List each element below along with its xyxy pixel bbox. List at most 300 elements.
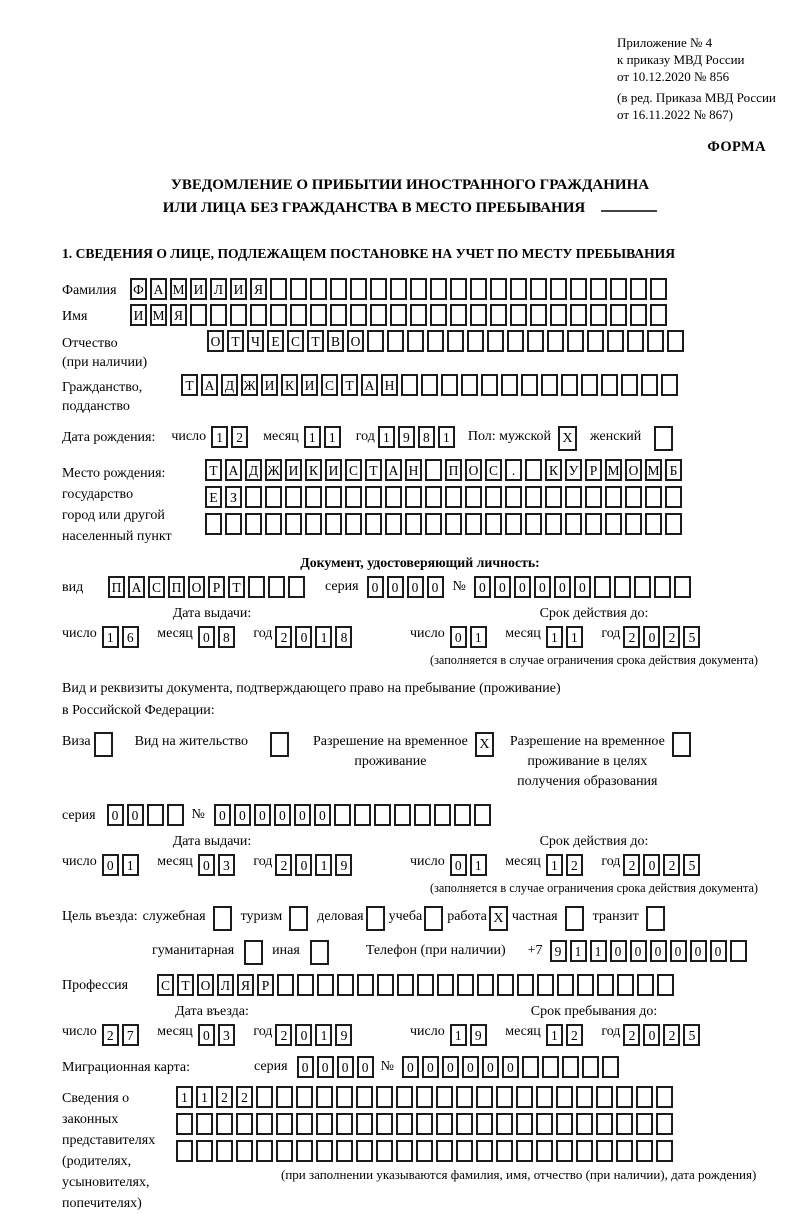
purpose-transit-checkbox[interactable] [646, 906, 665, 931]
char-box[interactable]: 0 [630, 940, 647, 962]
char-box[interactable] [596, 1113, 613, 1135]
char-box[interactable] [414, 804, 431, 826]
char-box[interactable] [597, 974, 614, 996]
char-box[interactable] [350, 304, 367, 326]
char-box[interactable] [630, 278, 647, 300]
char-box[interactable] [387, 330, 404, 352]
char-box[interactable] [316, 1140, 333, 1162]
char-box[interactable] [521, 374, 538, 396]
char-box[interactable] [576, 1086, 593, 1108]
char-box[interactable] [445, 513, 462, 535]
char-box[interactable] [607, 330, 624, 352]
migration-series-input[interactable] [297, 1056, 377, 1078]
char-box[interactable] [396, 1086, 413, 1108]
char-box[interactable]: 7 [122, 1024, 139, 1046]
char-box[interactable] [481, 374, 498, 396]
char-box[interactable]: К [545, 459, 562, 481]
char-box[interactable] [656, 1113, 673, 1135]
char-box[interactable]: 1 [315, 1024, 332, 1046]
char-box[interactable] [416, 1086, 433, 1108]
char-box[interactable]: 0 [198, 626, 215, 648]
char-box[interactable] [454, 804, 471, 826]
char-box[interactable] [447, 330, 464, 352]
char-box[interactable] [248, 576, 265, 598]
char-box[interactable] [350, 278, 367, 300]
entry-month-input[interactable] [198, 1024, 238, 1043]
char-box[interactable]: 0 [102, 854, 119, 876]
char-box[interactable]: 8 [418, 426, 435, 448]
char-box[interactable]: 1 [470, 854, 487, 876]
valid-day-input[interactable] [450, 626, 490, 645]
char-box[interactable] [650, 278, 667, 300]
char-box[interactable] [457, 974, 474, 996]
char-box[interactable] [665, 513, 682, 535]
char-box[interactable]: 0 [367, 576, 384, 598]
char-box[interactable] [296, 1140, 313, 1162]
char-box[interactable] [236, 1113, 253, 1135]
char-box[interactable] [616, 1140, 633, 1162]
doc-kind-input[interactable] [108, 576, 308, 598]
issue-month-input[interactable] [198, 626, 238, 645]
char-box[interactable] [522, 1056, 539, 1078]
char-box[interactable] [425, 513, 442, 535]
char-box[interactable] [436, 1140, 453, 1162]
char-box[interactable]: А [225, 459, 242, 481]
char-box[interactable] [410, 304, 427, 326]
char-box[interactable] [210, 304, 227, 326]
char-box[interactable]: 5 [683, 1024, 700, 1046]
char-box[interactable]: 0 [295, 626, 312, 648]
char-box[interactable] [336, 1113, 353, 1135]
char-box[interactable]: 2 [566, 854, 583, 876]
char-box[interactable]: Р [208, 576, 225, 598]
char-box[interactable] [545, 513, 562, 535]
char-box[interactable] [397, 974, 414, 996]
char-box[interactable] [576, 1113, 593, 1135]
char-box[interactable]: 2 [275, 626, 292, 648]
char-box[interactable] [527, 330, 544, 352]
char-box[interactable]: П [108, 576, 125, 598]
char-box[interactable] [407, 330, 424, 352]
char-box[interactable] [317, 974, 334, 996]
char-box[interactable] [356, 1113, 373, 1135]
char-box[interactable] [610, 278, 627, 300]
sex-female-checkbox[interactable] [654, 426, 673, 451]
char-box[interactable]: Я [250, 278, 267, 300]
char-box[interactable] [345, 486, 362, 508]
char-box[interactable] [627, 330, 644, 352]
char-box[interactable]: 0 [295, 854, 312, 876]
char-box[interactable] [510, 278, 527, 300]
char-box[interactable] [297, 974, 314, 996]
char-box[interactable] [316, 1113, 333, 1135]
char-box[interactable] [605, 486, 622, 508]
char-box[interactable] [276, 1113, 293, 1135]
char-box[interactable] [730, 940, 747, 962]
char-box[interactable] [550, 304, 567, 326]
char-box[interactable] [230, 304, 247, 326]
char-box[interactable] [497, 974, 514, 996]
char-box[interactable] [330, 304, 347, 326]
char-box[interactable] [436, 1113, 453, 1135]
char-box[interactable] [176, 1140, 193, 1162]
char-box[interactable] [637, 974, 654, 996]
entry-year-input[interactable] [275, 1024, 355, 1043]
char-box[interactable] [245, 513, 262, 535]
char-box[interactable] [345, 513, 362, 535]
char-box[interactable] [365, 486, 382, 508]
char-box[interactable] [376, 1140, 393, 1162]
entry-day-input[interactable] [102, 1024, 142, 1043]
char-box[interactable]: 0 [610, 940, 627, 962]
char-box[interactable] [590, 304, 607, 326]
char-box[interactable] [450, 278, 467, 300]
char-box[interactable] [557, 974, 574, 996]
char-box[interactable] [405, 513, 422, 535]
char-box[interactable]: У [565, 459, 582, 481]
char-box[interactable] [336, 1086, 353, 1108]
char-box[interactable]: 2 [236, 1086, 253, 1108]
char-box[interactable] [285, 513, 302, 535]
char-box[interactable] [296, 1113, 313, 1135]
char-box[interactable]: 0 [234, 804, 251, 826]
birth-place-line1[interactable] [205, 459, 685, 481]
char-box[interactable]: Т [181, 374, 198, 396]
char-box[interactable] [562, 1056, 579, 1078]
purpose-private-checkbox[interactable] [565, 906, 584, 931]
char-box[interactable]: 0 [643, 854, 660, 876]
char-box[interactable]: 9 [550, 940, 567, 962]
char-box[interactable] [405, 486, 422, 508]
char-box[interactable]: И [301, 374, 318, 396]
purpose-business-checkbox[interactable] [366, 906, 385, 931]
residence-number-input[interactable] [214, 804, 494, 826]
char-box[interactable]: 2 [231, 426, 248, 448]
birth-month-input[interactable] [304, 426, 344, 448]
char-box[interactable]: Я [170, 304, 187, 326]
char-box[interactable]: З [225, 486, 242, 508]
char-box[interactable]: . [505, 459, 522, 481]
char-box[interactable] [656, 1086, 673, 1108]
char-box[interactable] [525, 486, 542, 508]
char-box[interactable]: 0 [670, 940, 687, 962]
char-box[interactable]: 1 [378, 426, 395, 448]
char-box[interactable] [390, 304, 407, 326]
char-box[interactable] [530, 278, 547, 300]
char-box[interactable] [310, 304, 327, 326]
char-box[interactable]: 0 [534, 576, 551, 598]
char-box[interactable] [190, 304, 207, 326]
char-box[interactable] [268, 576, 285, 598]
char-box[interactable]: 0 [297, 1056, 314, 1078]
char-box[interactable]: Л [217, 974, 234, 996]
char-box[interactable]: 1 [470, 626, 487, 648]
char-box[interactable]: 2 [663, 1024, 680, 1046]
visa-checkbox[interactable] [94, 732, 113, 757]
char-box[interactable] [581, 374, 598, 396]
char-box[interactable]: Я [237, 974, 254, 996]
char-box[interactable] [325, 513, 342, 535]
char-box[interactable]: 1 [196, 1086, 213, 1108]
char-box[interactable] [496, 1140, 513, 1162]
char-box[interactable] [374, 804, 391, 826]
residence-permit-checkbox[interactable] [270, 732, 289, 757]
char-box[interactable]: Т [205, 459, 222, 481]
char-box[interactable] [330, 278, 347, 300]
char-box[interactable] [616, 1113, 633, 1135]
char-box[interactable] [570, 278, 587, 300]
char-box[interactable]: 1 [211, 426, 228, 448]
char-box[interactable]: 2 [275, 854, 292, 876]
char-box[interactable] [427, 330, 444, 352]
char-box[interactable] [385, 513, 402, 535]
char-box[interactable] [602, 1056, 619, 1078]
issue-year-input[interactable] [275, 626, 355, 645]
char-box[interactable] [196, 1140, 213, 1162]
char-box[interactable] [425, 486, 442, 508]
char-box[interactable]: О [465, 459, 482, 481]
char-box[interactable] [487, 330, 504, 352]
char-box[interactable] [456, 1086, 473, 1108]
char-box[interactable] [621, 374, 638, 396]
char-box[interactable] [296, 1086, 313, 1108]
valid-year-input[interactable] [623, 854, 703, 873]
profession-input[interactable] [157, 974, 677, 996]
char-box[interactable] [590, 278, 607, 300]
char-box[interactable]: 1 [176, 1086, 193, 1108]
char-box[interactable]: И [130, 304, 147, 326]
char-box[interactable]: 0 [643, 626, 660, 648]
issue-year-input[interactable] [275, 854, 355, 873]
char-box[interactable] [276, 1140, 293, 1162]
char-box[interactable]: Т [227, 330, 244, 352]
purpose-humanitarian-checkbox[interactable] [244, 940, 263, 965]
char-box[interactable] [456, 1140, 473, 1162]
char-box[interactable] [650, 304, 667, 326]
char-box[interactable]: 5 [683, 626, 700, 648]
char-box[interactable] [334, 804, 351, 826]
stay-month-input[interactable] [546, 1024, 586, 1043]
char-box[interactable] [216, 1113, 233, 1135]
char-box[interactable] [636, 1086, 653, 1108]
char-box[interactable]: А [361, 374, 378, 396]
char-box[interactable] [277, 974, 294, 996]
char-box[interactable]: Н [405, 459, 422, 481]
char-box[interactable] [477, 974, 494, 996]
char-box[interactable] [205, 513, 222, 535]
char-box[interactable] [641, 374, 658, 396]
edu-permit-checkbox[interactable] [672, 732, 691, 757]
char-box[interactable]: 0 [554, 576, 571, 598]
char-box[interactable] [421, 374, 438, 396]
char-box[interactable] [485, 513, 502, 535]
char-box[interactable] [265, 486, 282, 508]
char-box[interactable] [596, 1086, 613, 1108]
char-box[interactable]: И [285, 459, 302, 481]
char-box[interactable]: 2 [566, 1024, 583, 1046]
char-box[interactable] [434, 804, 451, 826]
char-box[interactable] [396, 1113, 413, 1135]
char-box[interactable]: 0 [294, 804, 311, 826]
char-box[interactable] [517, 974, 534, 996]
valid-month-input[interactable] [546, 854, 586, 873]
char-box[interactable] [461, 374, 478, 396]
char-box[interactable]: И [190, 278, 207, 300]
char-box[interactable] [585, 513, 602, 535]
char-box[interactable]: 8 [335, 626, 352, 648]
char-box[interactable] [656, 1140, 673, 1162]
char-box[interactable]: М [150, 304, 167, 326]
char-box[interactable] [367, 330, 384, 352]
char-box[interactable]: 2 [623, 854, 640, 876]
char-box[interactable]: С [157, 974, 174, 996]
char-box[interactable]: 9 [470, 1024, 487, 1046]
char-box[interactable] [674, 576, 691, 598]
char-box[interactable] [417, 974, 434, 996]
char-box[interactable]: 0 [450, 854, 467, 876]
char-box[interactable]: 0 [127, 804, 144, 826]
char-box[interactable]: Т [177, 974, 194, 996]
char-box[interactable] [645, 486, 662, 508]
issue-month-input[interactable] [198, 854, 238, 873]
char-box[interactable]: 1 [546, 1024, 563, 1046]
char-box[interactable] [416, 1140, 433, 1162]
char-box[interactable]: Ж [265, 459, 282, 481]
birth-place-line2[interactable] [205, 486, 685, 508]
char-box[interactable]: 1 [566, 626, 583, 648]
char-box[interactable]: Р [257, 974, 274, 996]
char-box[interactable]: П [445, 459, 462, 481]
char-box[interactable] [310, 278, 327, 300]
issue-day-input[interactable] [102, 854, 142, 873]
char-box[interactable]: М [170, 278, 187, 300]
char-box[interactable]: 1 [324, 426, 341, 448]
char-box[interactable] [354, 804, 371, 826]
char-box[interactable] [467, 330, 484, 352]
char-box[interactable] [430, 304, 447, 326]
char-box[interactable] [654, 576, 671, 598]
char-box[interactable]: 0 [474, 576, 491, 598]
char-box[interactable] [565, 486, 582, 508]
char-box[interactable]: 6 [122, 626, 139, 648]
char-box[interactable] [617, 974, 634, 996]
char-box[interactable] [357, 974, 374, 996]
char-box[interactable]: 2 [275, 1024, 292, 1046]
char-box[interactable] [356, 1086, 373, 1108]
char-box[interactable] [496, 1086, 513, 1108]
char-box[interactable] [547, 330, 564, 352]
char-box[interactable]: В [327, 330, 344, 352]
char-box[interactable] [594, 576, 611, 598]
char-box[interactable] [647, 330, 664, 352]
char-box[interactable] [582, 1056, 599, 1078]
char-box[interactable]: 2 [623, 1024, 640, 1046]
char-box[interactable] [196, 1113, 213, 1135]
migration-number-input[interactable] [402, 1056, 622, 1078]
char-box[interactable] [336, 1140, 353, 1162]
char-box[interactable]: Е [267, 330, 284, 352]
char-box[interactable] [536, 1140, 553, 1162]
char-box[interactable]: 0 [337, 1056, 354, 1078]
char-box[interactable] [270, 304, 287, 326]
char-box[interactable] [507, 330, 524, 352]
char-box[interactable] [625, 513, 642, 535]
char-box[interactable]: 0 [214, 804, 231, 826]
char-box[interactable] [542, 1056, 559, 1078]
char-box[interactable] [396, 1140, 413, 1162]
char-box[interactable]: А [385, 459, 402, 481]
char-box[interactable]: 0 [387, 576, 404, 598]
char-box[interactable] [450, 304, 467, 326]
char-box[interactable] [636, 1140, 653, 1162]
char-box[interactable]: 1 [450, 1024, 467, 1046]
char-box[interactable]: 0 [462, 1056, 479, 1078]
char-box[interactable]: 1 [570, 940, 587, 962]
char-box[interactable]: О [188, 576, 205, 598]
char-box[interactable] [536, 1086, 553, 1108]
char-box[interactable]: 0 [710, 940, 727, 962]
char-box[interactable]: 1 [102, 626, 119, 648]
char-box[interactable] [661, 374, 678, 396]
char-box[interactable]: 9 [398, 426, 415, 448]
char-box[interactable] [256, 1113, 273, 1135]
char-box[interactable]: И [230, 278, 247, 300]
temp-permit-checkbox[interactable]: X [475, 732, 494, 757]
char-box[interactable]: 1 [122, 854, 139, 876]
char-box[interactable] [305, 513, 322, 535]
patronymic-input[interactable] [207, 330, 687, 352]
char-box[interactable] [505, 513, 522, 535]
char-box[interactable] [401, 374, 418, 396]
char-box[interactable]: Н [381, 374, 398, 396]
representatives-line1[interactable] [176, 1086, 756, 1108]
char-box[interactable]: 8 [218, 626, 235, 648]
char-box[interactable]: А [128, 576, 145, 598]
char-box[interactable] [570, 304, 587, 326]
char-box[interactable] [270, 278, 287, 300]
char-box[interactable] [370, 304, 387, 326]
representatives-line3[interactable] [176, 1140, 756, 1162]
issue-day-input[interactable] [102, 626, 142, 645]
char-box[interactable] [667, 330, 684, 352]
char-box[interactable]: Т [307, 330, 324, 352]
char-box[interactable] [256, 1140, 273, 1162]
valid-month-input[interactable] [546, 626, 586, 645]
char-box[interactable] [225, 513, 242, 535]
char-box[interactable]: Д [245, 459, 262, 481]
char-box[interactable]: 0 [254, 804, 271, 826]
char-box[interactable] [176, 1113, 193, 1135]
char-box[interactable] [470, 278, 487, 300]
char-box[interactable]: А [201, 374, 218, 396]
char-box[interactable] [605, 513, 622, 535]
char-box[interactable] [565, 513, 582, 535]
char-box[interactable] [285, 486, 302, 508]
char-box[interactable]: 0 [422, 1056, 439, 1078]
char-box[interactable] [496, 1113, 513, 1135]
char-box[interactable]: 0 [357, 1056, 374, 1078]
char-box[interactable]: 1 [546, 626, 563, 648]
char-box[interactable] [474, 804, 491, 826]
char-box[interactable]: Т [365, 459, 382, 481]
char-box[interactable]: О [207, 330, 224, 352]
char-box[interactable] [167, 804, 184, 826]
given-name-input[interactable] [130, 304, 670, 326]
char-box[interactable] [256, 1086, 273, 1108]
char-box[interactable] [525, 459, 542, 481]
char-box[interactable] [416, 1113, 433, 1135]
char-box[interactable]: 2 [102, 1024, 119, 1046]
